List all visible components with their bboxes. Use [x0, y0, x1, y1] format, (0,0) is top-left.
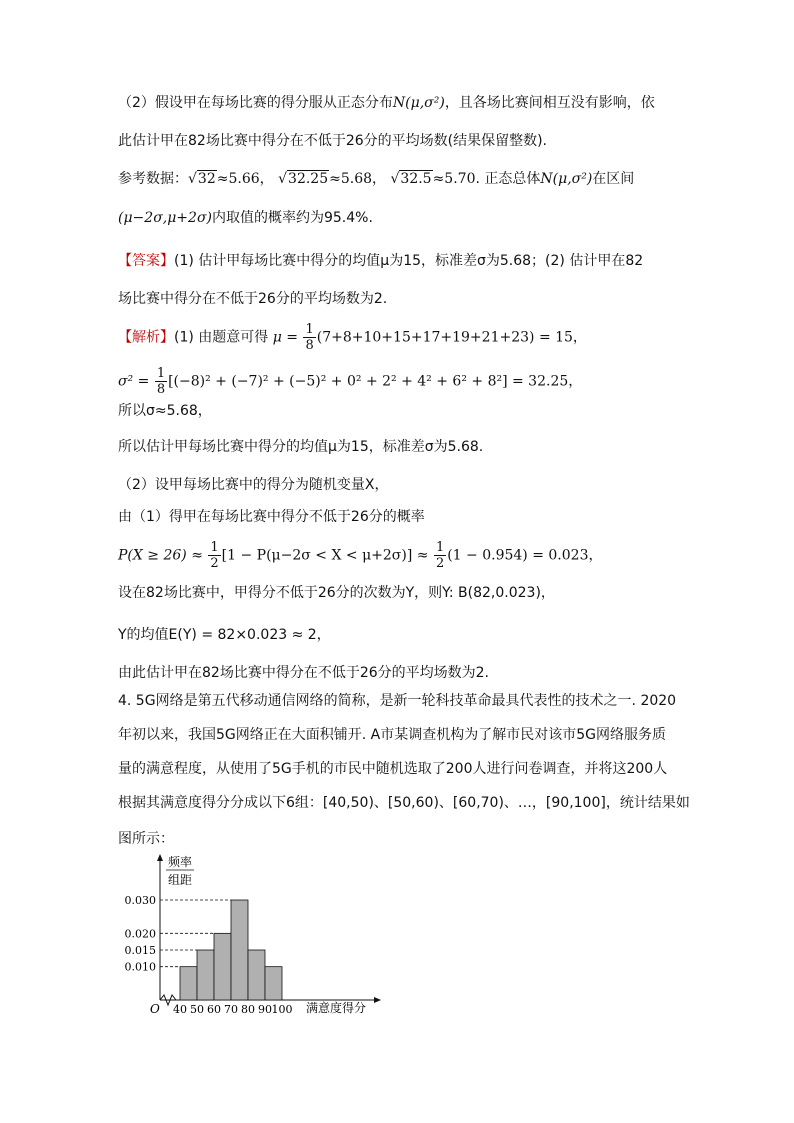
text: 参考数据：: [118, 171, 188, 187]
histogram-bar: [180, 967, 197, 1000]
formula: N(μ,σ²): [540, 171, 593, 187]
formula: (7+8+10+15+17+19+21+23) = 15，: [316, 329, 587, 346]
question-line: [118, 724, 666, 746]
fraction: $\frac{1}{2}$: [210, 540, 219, 571]
analysis-line: [118, 400, 212, 422]
frequency-histogram: [124, 850, 390, 1020]
text: Y的均值E(Y) = 82×0.023 ≈ 2，: [118, 627, 331, 643]
x-tick-label: 70: [224, 1003, 238, 1016]
analysis-line: [118, 436, 483, 458]
analysis-line: [118, 322, 587, 353]
text: 设在82场比赛中，甲得分不低于26分的次数为Y，则Y: B(82,0.023)，: [118, 585, 555, 601]
analysis-line: [118, 582, 555, 604]
analysis-line: [118, 474, 389, 496]
histogram-bar: [265, 967, 282, 1000]
formula: P(X ≥ 26) ≈: [118, 547, 203, 564]
sqrt-formula: √32: [188, 171, 216, 187]
histogram-bar: [231, 900, 248, 1000]
y-tick-label: 0.030: [124, 894, 156, 907]
y-tick-label: 0.015: [124, 944, 156, 957]
y-axis-arrow: [157, 854, 163, 861]
x-axis-arrow: [374, 997, 381, 1003]
x-tick-label: 100: [271, 1003, 293, 1016]
formula: [1 − P(μ−2σ < X < μ+2σ)] ≈: [221, 547, 429, 564]
text: ，且各场比赛间相互没有影响，依: [444, 95, 655, 111]
y-label-top: 频率: [168, 855, 193, 869]
question-line: [118, 207, 373, 229]
y-label-bottom: 组距: [168, 873, 193, 887]
value: ≈5.66: [216, 171, 260, 187]
analysis-line: [118, 540, 602, 571]
y-tick-label: 0.020: [124, 927, 156, 941]
x-tick-label: 40: [173, 1003, 187, 1016]
text: （2）设甲每场比赛中的得分为随机变量X，: [118, 477, 389, 493]
answer-line: [118, 250, 643, 272]
question-line: [118, 758, 667, 780]
text: 在区间: [592, 171, 635, 187]
text: (1) 估计甲每场比赛中得分的均值μ为15，标准差σ为5.68；(2) 估计甲在82: [174, 253, 644, 269]
text: （2）假设甲在每场比赛的得分服从正态分布: [118, 95, 393, 111]
text: 由此估计甲在82场比赛中得分在不低于26分的平均场数为2.: [118, 665, 489, 681]
formula: μ =: [272, 329, 299, 346]
x-tick-label: 80: [241, 1003, 255, 1016]
analysis-line: [118, 624, 331, 646]
answer-tag: 【答案】: [118, 253, 174, 269]
text: 根据其满意度得分分成以下6组：[40,50)、[50,60)、[60,70)、…，[90,100]，统计结果如: [118, 795, 690, 811]
formula: N(μ,σ²): [392, 95, 445, 111]
text: 由（1）得甲在每场比赛中得分不低于26分的概率: [118, 509, 425, 525]
question-line: [118, 828, 174, 850]
analysis-line: [118, 662, 489, 684]
text: 内取值的概率约为95.4%.: [211, 210, 373, 226]
value: ≈5.68: [329, 171, 373, 187]
y-tick-label: 0.010: [124, 960, 156, 974]
answer-line: [118, 288, 387, 310]
formula: σ² =: [118, 373, 150, 390]
text: 年初以来，我国5G网络正在大面积铺开. A市某调查机构为了解市民对该市5G网络服务质: [118, 727, 666, 743]
text: 此估计甲在82场比赛中得分在不低于26分的平均场数(结果保留整数).: [118, 133, 548, 149]
question-line: [118, 130, 547, 152]
text: 4. 5G网络是第五代移动通信网络的简称，是新一轮科技革命最具代表性的技术之一. 2020: [118, 693, 677, 709]
fraction: $\frac{1}{8}$: [305, 322, 314, 353]
origin-label: O: [150, 1002, 160, 1016]
x-tick-label: 50: [190, 1003, 204, 1016]
text: 所以σ≈5.68，: [118, 403, 212, 419]
question-line: [118, 690, 676, 712]
text: 场比赛中得分在不低于26分的平均场数为2.: [118, 291, 388, 307]
formula: (1 − 0.954) = 0.023，: [447, 547, 603, 564]
text: 所以估计甲每场比赛中得分的均值μ为15，标准差σ为5.68.: [118, 439, 484, 455]
question-line: [118, 92, 655, 114]
text: (1) 由题意可得: [174, 329, 269, 346]
question-line: [118, 792, 690, 814]
sqrt-formula: √32.25: [278, 171, 329, 187]
text: . 正态总体: [475, 171, 541, 187]
value: ≈5.70: [432, 171, 476, 187]
fraction: $\frac{1}{2}$: [435, 540, 445, 571]
x-tick-label: 60: [207, 1003, 221, 1016]
formula: [(−8)² + (−7)² + (−5)² + 0² + 2² + 4² + 6² + 8²] = 32.25，: [168, 373, 583, 390]
x-axis-label: 满意度得分: [306, 1001, 367, 1015]
fraction: $\frac{1}{8}$: [156, 366, 166, 397]
sqrt-formula: √32.5: [390, 171, 432, 187]
analysis-line: [118, 506, 425, 528]
text: 图所示：: [118, 831, 174, 847]
formula: (μ−2σ,μ+2σ): [118, 210, 212, 226]
histogram-bar: [197, 950, 214, 1000]
analysis-tag: 【解析】: [118, 329, 174, 346]
x-tick-label: 90: [258, 1003, 272, 1016]
text: 量的满意程度，从使用了5G手机的市民中随机选取了200人进行问卷调查，并将这200人: [118, 761, 668, 777]
analysis-line: [118, 366, 582, 397]
histogram-bar: [214, 933, 231, 1000]
histogram-bar: [248, 950, 265, 1000]
reference-data-line: 参考数据：√32≈5.66， √32.25≈5.68， √32.5≈5.70. 正态总体N(μ,σ²)在区间: [118, 171, 635, 187]
